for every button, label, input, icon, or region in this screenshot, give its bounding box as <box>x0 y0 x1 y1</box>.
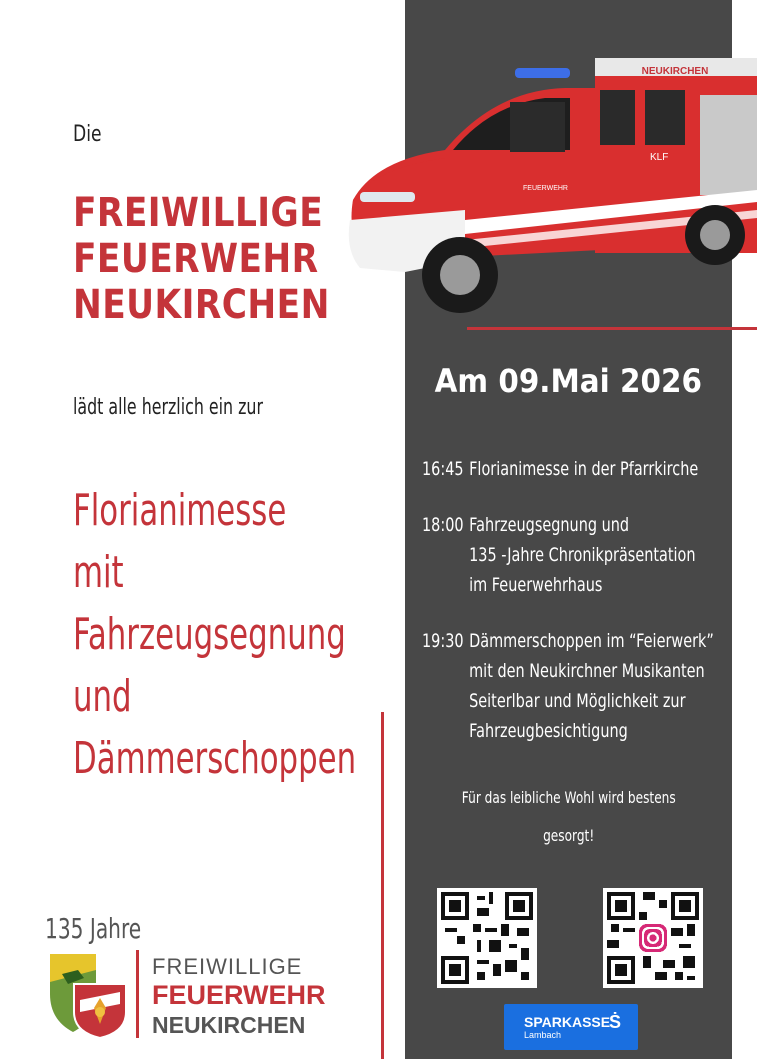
event-line: Dämmerschoppen <box>73 733 357 784</box>
event-line: Florianimesse <box>73 485 287 536</box>
sponsor-logo <box>504 1004 638 1050</box>
qr-code-icon[interactable] <box>437 888 537 988</box>
roof-label: NEUKIRCHEN <box>641 66 709 77</box>
intro-text: Die <box>73 122 102 147</box>
event-line: mit <box>73 547 124 598</box>
fire-truck-image <box>345 50 757 320</box>
instagram-qr-code[interactable] <box>603 888 703 988</box>
divider-line <box>381 712 384 1059</box>
title-line: FREIWILLIGE <box>73 190 324 236</box>
schedule-time: 16:45 <box>422 458 464 480</box>
event-name <box>73 480 477 790</box>
event-date-text: Am 09.Mai 2026 <box>434 362 703 400</box>
side-label: FEUERWEHR <box>523 185 568 192</box>
schedule-text: Fahrzeugsegnung und <box>469 514 630 536</box>
sponsor-location: Lambach <box>524 1030 562 1040</box>
schedule-text: mit den Neukirchner Musikanten <box>469 660 705 682</box>
schedule-text: Seiterlbar und Möglichkeit zur <box>469 690 686 712</box>
event-line: Fahrzeugsegnung <box>73 609 346 660</box>
logo-separator <box>136 950 139 1038</box>
event-date <box>405 362 732 400</box>
schedule-time: 19:30 <box>422 630 464 652</box>
door-label: KLF <box>650 152 669 163</box>
schedule-text: im Feuerwehrhaus <box>469 574 603 596</box>
event-line: und <box>73 671 132 722</box>
logo-text: FREIWILLIGE <box>152 954 303 979</box>
sparkasse-s-icon: Ṡ <box>609 1012 622 1032</box>
title-line: FEUERWEHR <box>73 236 319 282</box>
coat-of-arms-icon <box>48 950 128 1040</box>
logo-text: NEUKIRCHEN <box>152 1012 306 1038</box>
catering-text: gesorgt! <box>542 826 595 845</box>
catering-note <box>405 788 732 807</box>
logo-text: FEUERWEHR <box>152 980 326 1010</box>
anniversary-text: 135 Jahre <box>45 912 142 945</box>
schedule-text: Florianimesse in der Pfarrkirche <box>469 458 699 480</box>
schedule-item <box>422 510 696 600</box>
accent-line <box>467 327 757 330</box>
invite-text: lädt alle herzlich ein zur <box>73 395 263 420</box>
schedule-text: Dämmerschoppen im “Feierwerk” <box>469 630 714 652</box>
schedule-item <box>422 626 714 746</box>
catering-text: Für das leibliche Wohl wird bestens <box>461 788 676 807</box>
sponsor-name: SPARKASSE <box>524 1014 611 1030</box>
catering-note <box>405 826 732 845</box>
schedule-text: 135 -Jahre Chronikpräsentation <box>469 544 696 566</box>
title-line: NEUKIRCHEN <box>73 282 330 328</box>
schedule-text: Fahrzeugbesichtigung <box>469 720 628 742</box>
schedule-time: 18:00 <box>422 514 464 536</box>
schedule-item <box>422 454 698 484</box>
fire-brigade-logo <box>48 950 358 1040</box>
